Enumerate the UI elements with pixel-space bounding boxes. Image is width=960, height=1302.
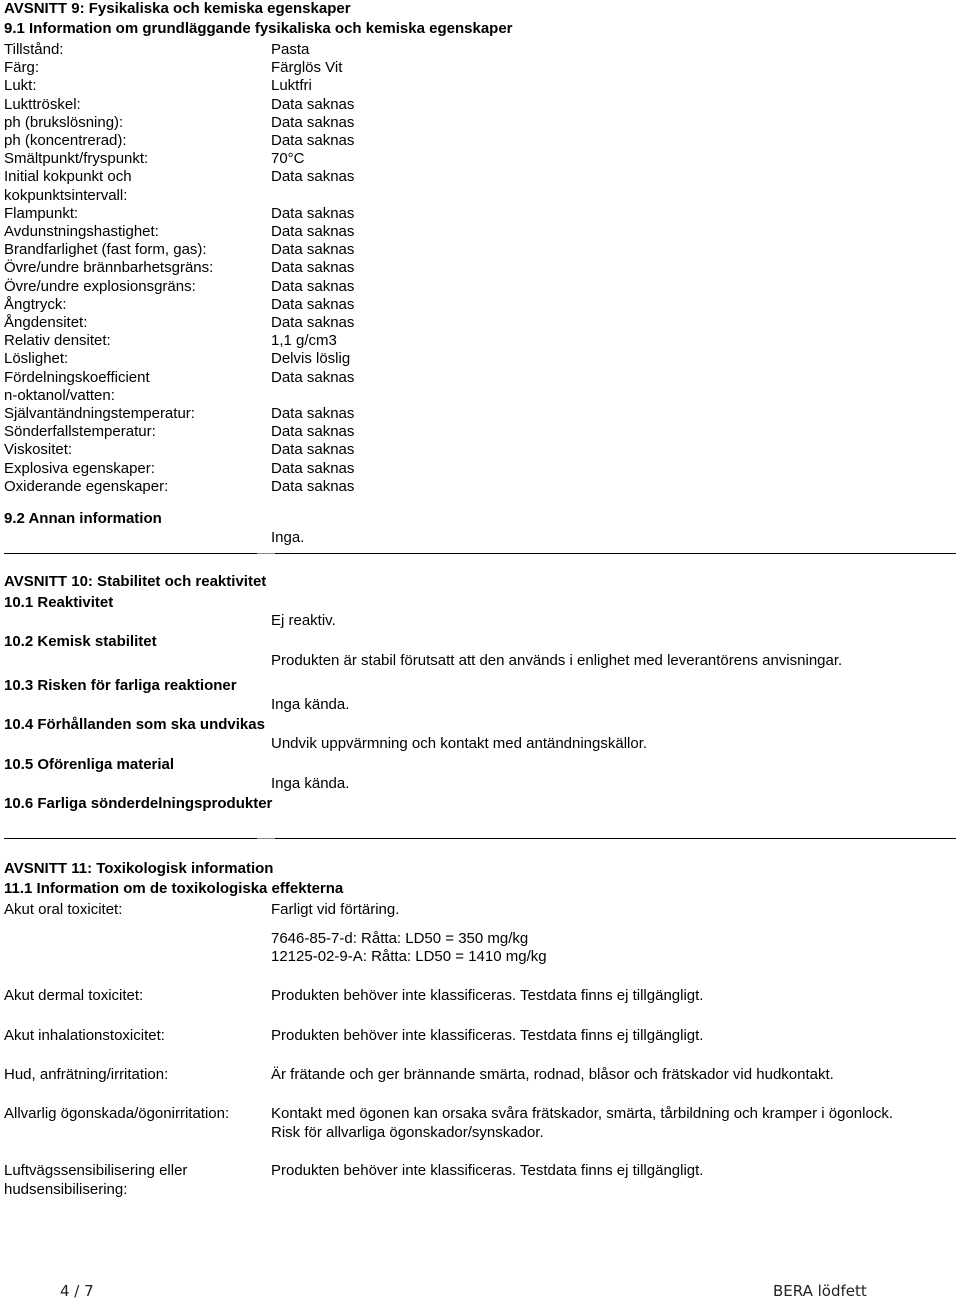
property-value: 70°C (271, 150, 305, 167)
property-value: Data saknas (271, 478, 355, 495)
ld50-line-1: 7646-85-7-d: Råtta: LD50 = 350 mg/kg (271, 930, 529, 947)
section-10-2-heading: 10.2 Kemisk stabilitet (4, 633, 157, 650)
section-11-title: AVSNITT 11: Toxikologisk information (4, 860, 274, 877)
property-label: Flampunkt: (4, 205, 79, 222)
property-label: Lukttröskel: (4, 96, 81, 113)
oral-toxicity-label: Akut oral toxicitet: (4, 901, 123, 918)
property-label: Explosiva egenskaper: (4, 460, 155, 477)
section-9-1-heading: 9.1 Information om grundläggande fysikaliska och kemiska egenskaper (4, 20, 513, 37)
property-value: Data saknas (271, 205, 355, 222)
property-value: Delvis löslig (271, 350, 351, 367)
ld50-line-2: 12125-02-9-A: Råtta: LD50 = 1410 mg/kg (271, 948, 547, 965)
page-number: 4 / 7 (60, 1282, 94, 1300)
section-10-5-heading: 10.5 Oförenliga material (4, 756, 175, 773)
property-value: Data saknas (271, 278, 355, 295)
property-label: Initial kokpunkt och (4, 168, 132, 185)
property-label: Ångdensitet: (4, 314, 88, 331)
property-value: Data saknas (271, 168, 355, 185)
property-label: ph (brukslösning): (4, 114, 124, 131)
property-value: 1,1 g/cm3 (271, 332, 337, 349)
property-label: kokpunktsintervall: (4, 187, 128, 204)
property-value: Data saknas (271, 423, 355, 440)
property-value: Data saknas (271, 405, 355, 422)
property-value: Data saknas (271, 441, 355, 458)
property-value: Data saknas (271, 296, 355, 313)
property-value: Data saknas (271, 241, 355, 258)
section-10-4-heading: 10.4 Förhållanden som ska undvikas (4, 716, 265, 733)
property-value: Data saknas (271, 259, 355, 276)
property-label: Tillstånd: (4, 41, 64, 58)
property-label: Brandfarlighet (fast form, gas): (4, 241, 207, 258)
property-label: Oxiderande egenskaper: (4, 478, 169, 495)
section-10-3-heading: 10.3 Risken för farliga reaktioner (4, 677, 237, 694)
inhalation-toxicity-value: Produkten behöver inte klassificeras. Testdata finns ej tillgängligt. (271, 1027, 704, 1044)
eye-damage-value-2: Risk för allvarliga ögonskador/synskador. (271, 1124, 544, 1141)
property-label: ph (koncentrerad): (4, 132, 127, 149)
dermal-toxicity-label: Akut dermal toxicitet: (4, 987, 144, 1004)
property-label: Ångtryck: (4, 296, 67, 313)
section-divider (4, 553, 956, 554)
eye-damage-value-1: Kontakt med ögonen kan orsaka svåra frätskador, smärta, tårbildning och kramper i ögonlock. (271, 1105, 893, 1122)
property-label: Löslighet: (4, 350, 69, 367)
property-value: Pasta (271, 41, 310, 58)
section-10-3-value: Inga kända. (271, 696, 350, 713)
section-10-title: AVSNITT 10: Stabilitet och reaktivitet (4, 573, 267, 590)
property-value: Data saknas (271, 96, 355, 113)
section-10-2-value: Produkten är stabil förutsatt att den används i enlighet med leverantörens anvisningar. (271, 652, 843, 669)
sensitisation-label-1: Luftvägssensibilisering eller (4, 1162, 188, 1179)
section-divider (4, 838, 956, 839)
section-10-1-value: Ej reaktiv. (271, 612, 336, 629)
inhalation-toxicity-label: Akut inhalationstoxicitet: (4, 1027, 165, 1044)
property-label: n-oktanol/vatten: (4, 387, 115, 404)
sensitisation-label-2: hudsensibilisering: (4, 1181, 128, 1198)
property-label: Självantändningstemperatur: (4, 405, 195, 422)
property-value: Data saknas (271, 314, 355, 331)
section-10-4-value: Undvik uppvärmning och kontakt med antändningskällor. (271, 735, 648, 752)
property-label: Sönderfallstemperatur: (4, 423, 156, 440)
property-label: Avdunstningshastighet: (4, 223, 159, 240)
property-label: Lukt: (4, 77, 37, 94)
section-10-5-value: Inga kända. (271, 775, 350, 792)
property-value: Data saknas (271, 460, 355, 477)
property-label: Relativ densitet: (4, 332, 111, 349)
property-label: Viskositet: (4, 441, 73, 458)
skin-corrosion-value: Är frätande och ger brännande smärta, rodnad, blåsor och frätskador vid hudkontakt. (271, 1066, 834, 1083)
skin-corrosion-label: Hud, anfrätning/irritation: (4, 1066, 169, 1083)
property-value: Data saknas (271, 223, 355, 240)
section-9-title: AVSNITT 9: Fysikaliska och kemiska egenskaper (4, 0, 351, 17)
sensitisation-value: Produkten behöver inte klassificeras. Testdata finns ej tillgängligt. (271, 1162, 704, 1179)
property-label: Färg: (4, 59, 40, 76)
section-9-2-heading: 9.2 Annan information (4, 510, 162, 527)
property-value: Luktfri (271, 77, 312, 94)
section-9-2-value: Inga. (271, 529, 305, 546)
eye-damage-label: Allvarlig ögonskada/ögonirritation: (4, 1105, 230, 1122)
property-value: Färglös Vit (271, 59, 343, 76)
section-10-6-heading: 10.6 Farliga sönderdelningsprodukter (4, 795, 273, 812)
oral-toxicity-value: Farligt vid förtäring. (271, 901, 400, 918)
section-10-1-heading: 10.1 Reaktivitet (4, 594, 114, 611)
dermal-toxicity-value: Produkten behöver inte klassificeras. Testdata finns ej tillgängligt. (271, 987, 704, 1004)
property-value: Data saknas (271, 369, 355, 386)
property-label: Smältpunkt/fryspunkt: (4, 150, 149, 167)
property-value: Data saknas (271, 132, 355, 149)
property-value: Data saknas (271, 114, 355, 131)
section-11-1-heading: 11.1 Information om de toxikologiska effekterna (4, 880, 344, 897)
property-label: Övre/undre brännbarhetsgräns: (4, 259, 214, 276)
property-label: Fördelningskoefficient (4, 369, 150, 386)
product-name: BERA lödfett (773, 1282, 867, 1300)
property-label: Övre/undre explosionsgräns: (4, 278, 196, 295)
